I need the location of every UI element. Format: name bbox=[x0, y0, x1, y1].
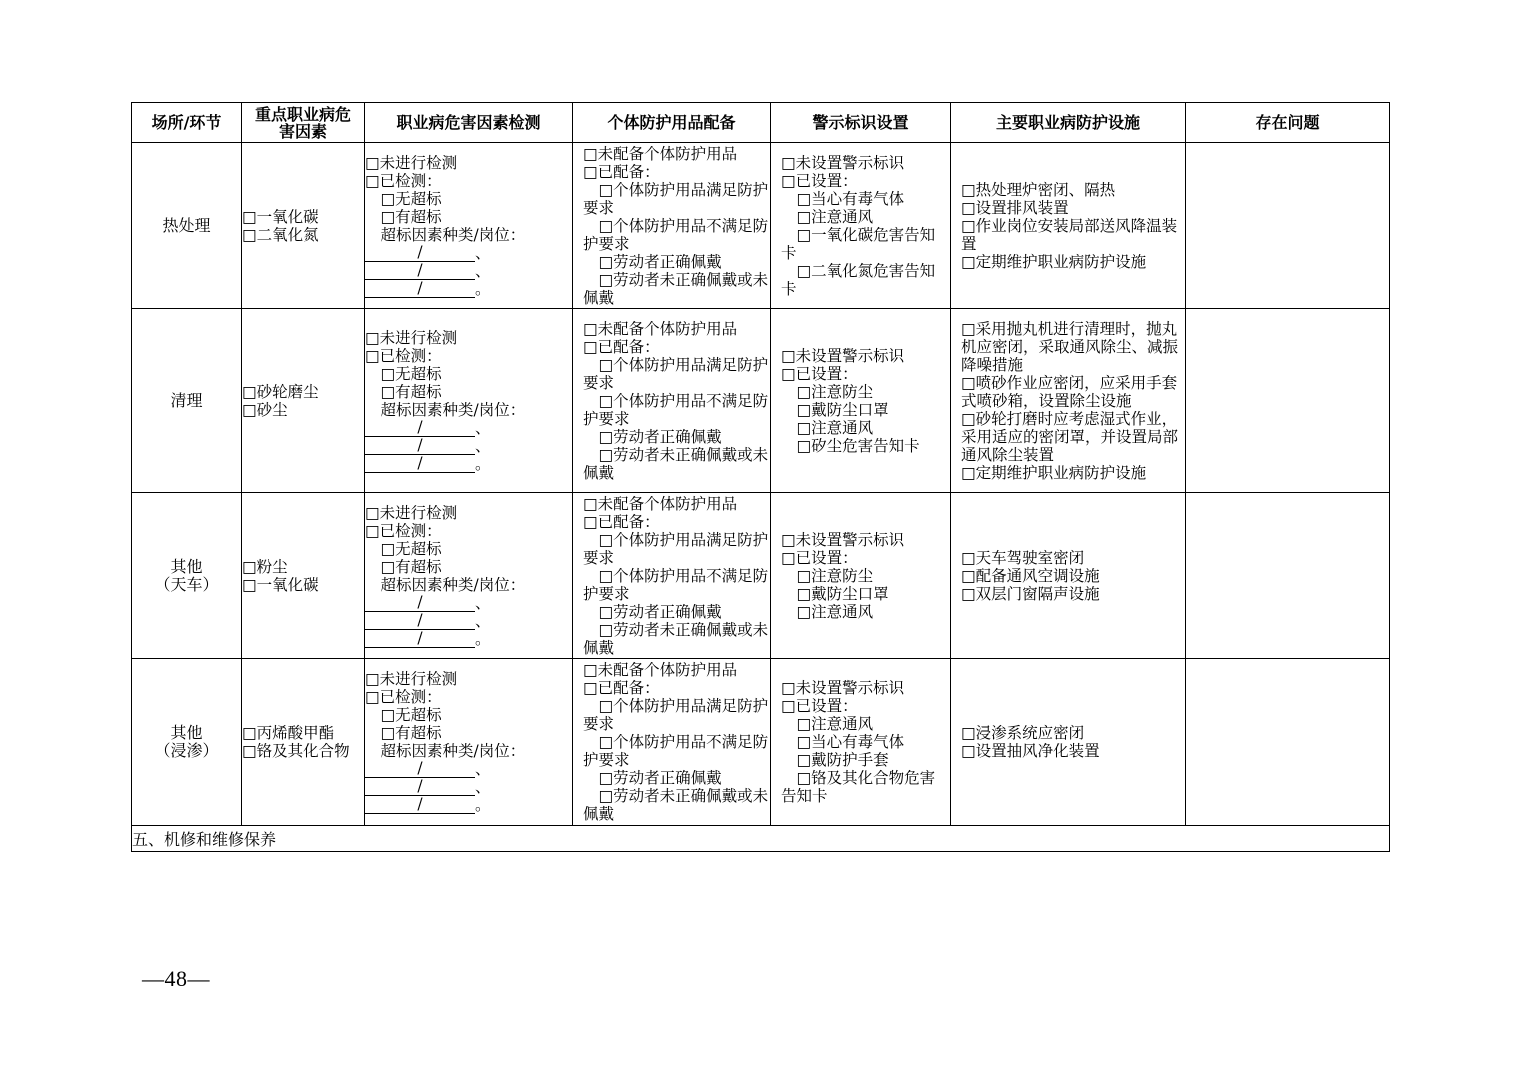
ppe-cell bbox=[573, 493, 771, 659]
exceed-label: 超标因素种类/岗位： bbox=[380, 575, 526, 594]
facility-checkbox[interactable]: □热处理炉密闭、隔热 bbox=[961, 180, 1116, 199]
place-label: 其他 bbox=[170, 723, 203, 742]
place-label: （天车） bbox=[154, 574, 219, 594]
hazard-checkbox[interactable]: □一氧化碳 bbox=[242, 575, 319, 594]
place-label: 其他 bbox=[170, 556, 203, 576]
blank-separator: 、 bbox=[475, 418, 491, 437]
ppe-option-checkbox[interactable]: □劳动者未正确佩戴或未佩戴 bbox=[583, 787, 769, 823]
ppe-option-checkbox[interactable]: □劳动者正确佩戴 bbox=[598, 427, 722, 446]
blank-separator: 、 bbox=[475, 436, 491, 455]
place-cell bbox=[132, 143, 242, 309]
ppe-option-checkbox[interactable]: □个体防护用品不满足防护要求 bbox=[583, 733, 769, 769]
ppe-option-checkbox[interactable]: □劳动者未正确佩戴或未佩戴 bbox=[583, 445, 769, 482]
facilities-cell bbox=[951, 493, 1186, 659]
warning-item-checkbox[interactable]: □二氧化氮危害告知卡 bbox=[781, 261, 936, 298]
exceed-checkbox[interactable]: □有超标 bbox=[380, 382, 442, 401]
ppe-option-checkbox[interactable]: □劳动者未正确佩戴或未佩戴 bbox=[583, 620, 769, 657]
not-tested-checkbox[interactable]: □未进行检测 bbox=[365, 328, 458, 347]
page-number: —48— bbox=[142, 966, 210, 991]
blank-separator: 、 bbox=[475, 261, 491, 280]
header-problems: 存在问题 bbox=[1186, 103, 1390, 143]
no-exceed-checkbox[interactable]: □无超标 bbox=[380, 539, 442, 558]
tested-checkbox[interactable]: □已检测： bbox=[365, 346, 442, 365]
ppe-equipped-checkbox[interactable]: □已配备： bbox=[583, 679, 660, 697]
ppe-not-equipped-checkbox[interactable]: □未配备个体防护用品 bbox=[583, 494, 738, 513]
hazard-checkbox[interactable]: □一氧化碳 bbox=[242, 207, 319, 226]
warning-item-checkbox[interactable]: □矽尘危害告知卡 bbox=[796, 436, 920, 455]
blank-separator: 、 bbox=[475, 243, 491, 262]
hazards-cell bbox=[242, 493, 365, 659]
warning-status-checkbox[interactable]: □已设置： bbox=[781, 171, 858, 190]
exceed-blank-line bbox=[365, 244, 572, 262]
no-exceed-checkbox[interactable]: □无超标 bbox=[380, 364, 442, 383]
no-exceed-checkbox[interactable]: □无超标 bbox=[380, 706, 442, 724]
exceed-blank-line bbox=[365, 419, 572, 437]
blank-separator: 、 bbox=[475, 611, 491, 630]
exceed-blank-line bbox=[365, 760, 572, 778]
hazard-checkbox[interactable]: □砂尘 bbox=[242, 400, 288, 419]
hazards-cell bbox=[242, 659, 365, 826]
table-row bbox=[132, 309, 1390, 493]
place-cell bbox=[132, 309, 242, 493]
no-exceed-checkbox[interactable]: □无超标 bbox=[380, 189, 442, 208]
ppe-cell bbox=[573, 659, 771, 826]
facility-checkbox[interactable]: □砂轮打磨时应考虑湿式作业，采用适应的密闭罩，并设置局部通风除尘装置 bbox=[961, 409, 1179, 464]
blank-separator: 。 bbox=[475, 629, 491, 648]
fill-in-blank[interactable]: / bbox=[365, 595, 475, 612]
exceed-blank-line bbox=[365, 455, 572, 473]
problems-cell[interactable] bbox=[1186, 309, 1390, 493]
warning-status-checkbox[interactable]: □已设置： bbox=[781, 364, 858, 383]
facilities-cell bbox=[951, 143, 1186, 309]
header-row bbox=[132, 103, 1390, 143]
warning-status-checkbox[interactable]: □未设置警示标识 bbox=[781, 530, 905, 549]
exceed-checkbox[interactable]: □有超标 bbox=[380, 557, 442, 576]
facility-checkbox[interactable]: □喷砂作业应密闭，应采用手套式喷砂箱，设置除尘设施 bbox=[961, 373, 1178, 410]
ppe-equipped-checkbox[interactable]: □已配备： bbox=[583, 512, 660, 531]
exceed-blank-line bbox=[365, 437, 572, 455]
exceed-blank-line bbox=[365, 262, 572, 280]
problems-cell[interactable] bbox=[1186, 659, 1390, 826]
place-cell bbox=[132, 659, 242, 826]
facility-checkbox[interactable]: □作业岗位安装局部送风降温装置 bbox=[961, 216, 1178, 253]
blank-separator: 、 bbox=[475, 593, 491, 612]
warnings-cell bbox=[771, 309, 951, 493]
warnings-cell bbox=[771, 143, 951, 309]
warning-status-checkbox[interactable]: □未设置警示标识 bbox=[781, 679, 905, 697]
detection-cell bbox=[365, 309, 573, 493]
not-tested-checkbox[interactable]: □未进行检测 bbox=[365, 503, 458, 522]
fill-in-blank[interactable]: / bbox=[365, 456, 475, 473]
place-label: （浸渗） bbox=[154, 741, 219, 760]
facility-checkbox[interactable]: □双层门窗隔声设施 bbox=[961, 584, 1100, 603]
warning-item-checkbox[interactable]: □一氧化碳危害告知卡 bbox=[781, 225, 936, 262]
facility-checkbox[interactable]: □定期维护职业病防护设施 bbox=[961, 463, 1147, 482]
header-detection: 职业病危害因素检测 bbox=[365, 103, 573, 143]
warning-item-checkbox[interactable]: □注意通风 bbox=[796, 207, 874, 226]
ppe-option-checkbox[interactable]: □个体防护用品不满足防护要求 bbox=[583, 566, 769, 603]
detection-cell bbox=[365, 659, 573, 826]
warning-item-checkbox[interactable]: □注意通风 bbox=[796, 602, 874, 621]
warning-item-checkbox[interactable]: □注意防尘 bbox=[796, 382, 874, 401]
ppe-option-checkbox[interactable]: □劳动者正确佩戴 bbox=[598, 602, 722, 621]
section-footer-row bbox=[132, 826, 1390, 852]
tested-checkbox[interactable]: □已检测： bbox=[365, 521, 442, 540]
hazard-checkbox[interactable]: □丙烯酸甲酯 bbox=[242, 724, 335, 742]
warning-status-checkbox[interactable]: □已设置： bbox=[781, 548, 858, 567]
ppe-option-checkbox[interactable]: □劳动者正确佩戴 bbox=[598, 769, 722, 787]
exceed-label: 超标因素种类/岗位： bbox=[380, 742, 526, 760]
warning-status-checkbox[interactable]: □已设置： bbox=[781, 697, 858, 715]
facility-checkbox[interactable]: □浸渗系统应密闭 bbox=[961, 724, 1085, 742]
exceed-blank-line bbox=[365, 778, 572, 796]
ppe-option-checkbox[interactable]: □个体防护用品满足防护要求 bbox=[583, 355, 769, 392]
problems-cell[interactable] bbox=[1186, 493, 1390, 659]
facility-checkbox[interactable]: □采用抛丸机进行清理时，抛丸机应密闭，采取通风除尘、减振降噪措施 bbox=[961, 319, 1179, 374]
hazards-cell bbox=[242, 309, 365, 493]
table-row bbox=[132, 143, 1390, 309]
ppe-equipped-checkbox[interactable]: □已配备： bbox=[583, 337, 660, 356]
fill-in-blank[interactable]: / bbox=[365, 438, 475, 455]
warning-status-checkbox[interactable]: □未设置警示标识 bbox=[781, 346, 905, 365]
warning-item-checkbox[interactable]: □戴防护手套 bbox=[796, 751, 889, 769]
warning-item-checkbox[interactable]: □当心有毒气体 bbox=[796, 189, 905, 208]
detection-cell bbox=[365, 493, 573, 659]
place-cell bbox=[132, 493, 242, 659]
facility-checkbox[interactable]: □设置排风装置 bbox=[961, 198, 1069, 217]
warning-status-checkbox[interactable]: □未设置警示标识 bbox=[781, 153, 905, 172]
blank-separator: 。 bbox=[475, 796, 491, 814]
tested-checkbox[interactable]: □已检测： bbox=[365, 171, 442, 190]
ppe-not-equipped-checkbox[interactable]: □未配备个体防护用品 bbox=[583, 319, 738, 338]
exceed-blank-line bbox=[365, 630, 572, 648]
facility-checkbox[interactable]: □定期维护职业病防护设施 bbox=[961, 252, 1147, 271]
detection-cell bbox=[365, 143, 573, 309]
header-ppe: 个体防护用品配备 bbox=[573, 103, 771, 143]
fill-in-blank[interactable]: / bbox=[365, 631, 475, 648]
fill-in-blank[interactable]: / bbox=[365, 761, 475, 778]
ppe-cell bbox=[573, 143, 771, 309]
fill-in-blank[interactable]: / bbox=[365, 281, 475, 298]
blank-separator: 。 bbox=[475, 279, 491, 298]
fill-in-blank[interactable]: / bbox=[365, 245, 475, 262]
header-warnings: 警示标识设置 bbox=[771, 103, 951, 143]
hazard-checkbox[interactable]: □二氧化氮 bbox=[242, 225, 319, 244]
ppe-option-checkbox[interactable]: □劳动者正确佩戴 bbox=[598, 252, 722, 271]
problems-cell[interactable] bbox=[1186, 143, 1390, 309]
place-label: 热处理 bbox=[162, 215, 211, 235]
warning-item-checkbox[interactable]: □注意通风 bbox=[796, 418, 874, 437]
fill-in-blank[interactable]: / bbox=[365, 613, 475, 630]
header-facilities: 主要职业病防护设施 bbox=[951, 103, 1186, 143]
facility-checkbox[interactable]: □设置抽风净化装置 bbox=[961, 742, 1100, 760]
ppe-equipped-checkbox[interactable]: □已配备： bbox=[583, 162, 660, 181]
header-place: 场所/环节 bbox=[132, 103, 242, 143]
warnings-cell bbox=[771, 659, 951, 826]
warnings-cell bbox=[771, 493, 951, 659]
ppe-option-checkbox[interactable]: □劳动者未正确佩戴或未佩戴 bbox=[583, 270, 769, 307]
exceed-checkbox[interactable]: □有超标 bbox=[380, 207, 442, 226]
hazard-inspection-table bbox=[131, 102, 1390, 852]
hazards-cell bbox=[242, 143, 365, 309]
table-row bbox=[132, 493, 1390, 659]
fill-in-blank[interactable]: / bbox=[365, 263, 475, 280]
fill-in-blank[interactable]: / bbox=[365, 779, 475, 796]
ppe-not-equipped-checkbox[interactable]: □未配备个体防护用品 bbox=[583, 144, 738, 163]
hazard-checkbox[interactable]: □粉尘 bbox=[242, 557, 288, 576]
ppe-not-equipped-checkbox[interactable]: □未配备个体防护用品 bbox=[583, 661, 738, 679]
ppe-option-checkbox[interactable]: □个体防护用品满足防护要求 bbox=[583, 697, 769, 733]
warning-item-checkbox[interactable]: □铬及其化合物危害告知卡 bbox=[781, 769, 936, 805]
hazard-checkbox[interactable]: □铬及其化合物 bbox=[242, 742, 350, 760]
blank-separator: 。 bbox=[475, 454, 491, 473]
fill-in-blank[interactable]: / bbox=[365, 797, 475, 814]
exceed-label: 超标因素种类/岗位： bbox=[380, 400, 526, 419]
hazard-checkbox[interactable]: □砂轮磨尘 bbox=[242, 382, 319, 401]
ppe-option-checkbox[interactable]: □个体防护用品满足防护要求 bbox=[583, 530, 769, 567]
tested-checkbox[interactable]: □已检测： bbox=[365, 688, 442, 706]
warning-item-checkbox[interactable]: □注意防尘 bbox=[796, 566, 874, 585]
exceed-blank-line bbox=[365, 280, 572, 298]
facilities-cell bbox=[951, 659, 1186, 826]
warning-item-checkbox[interactable]: □戴防尘口罩 bbox=[796, 400, 889, 419]
exceed-label: 超标因素种类/岗位： bbox=[380, 225, 526, 244]
exceed-blank-line bbox=[365, 594, 572, 612]
blank-separator: 、 bbox=[475, 778, 491, 796]
facility-checkbox[interactable]: □配备通风空调设施 bbox=[961, 566, 1100, 585]
ppe-option-checkbox[interactable]: □个体防护用品满足防护要求 bbox=[583, 180, 769, 217]
exceed-blank-line bbox=[365, 796, 572, 814]
table-row bbox=[132, 659, 1390, 826]
place-label: 清理 bbox=[170, 390, 203, 410]
ppe-option-checkbox[interactable]: □个体防护用品不满足防护要求 bbox=[583, 216, 769, 253]
header-hazards: 重点职业病危害因素 bbox=[242, 103, 365, 143]
ppe-cell bbox=[573, 309, 771, 493]
not-tested-checkbox[interactable]: □未进行检测 bbox=[365, 153, 458, 172]
facility-checkbox[interactable]: □天车驾驶室密闭 bbox=[961, 548, 1085, 567]
warning-item-checkbox[interactable]: □注意通风 bbox=[796, 715, 874, 733]
section-footer: 五、机修和维修保养 bbox=[132, 826, 1390, 852]
facilities-cell bbox=[951, 309, 1186, 493]
warning-item-checkbox[interactable]: □当心有毒气体 bbox=[796, 733, 905, 751]
ppe-option-checkbox[interactable]: □个体防护用品不满足防护要求 bbox=[583, 391, 769, 428]
not-tested-checkbox[interactable]: □未进行检测 bbox=[365, 670, 458, 688]
exceed-blank-line bbox=[365, 612, 572, 630]
exceed-checkbox[interactable]: □有超标 bbox=[380, 724, 442, 742]
blank-separator: 、 bbox=[475, 760, 491, 778]
warning-item-checkbox[interactable]: □戴防尘口罩 bbox=[796, 584, 889, 603]
fill-in-blank[interactable]: / bbox=[365, 420, 475, 437]
